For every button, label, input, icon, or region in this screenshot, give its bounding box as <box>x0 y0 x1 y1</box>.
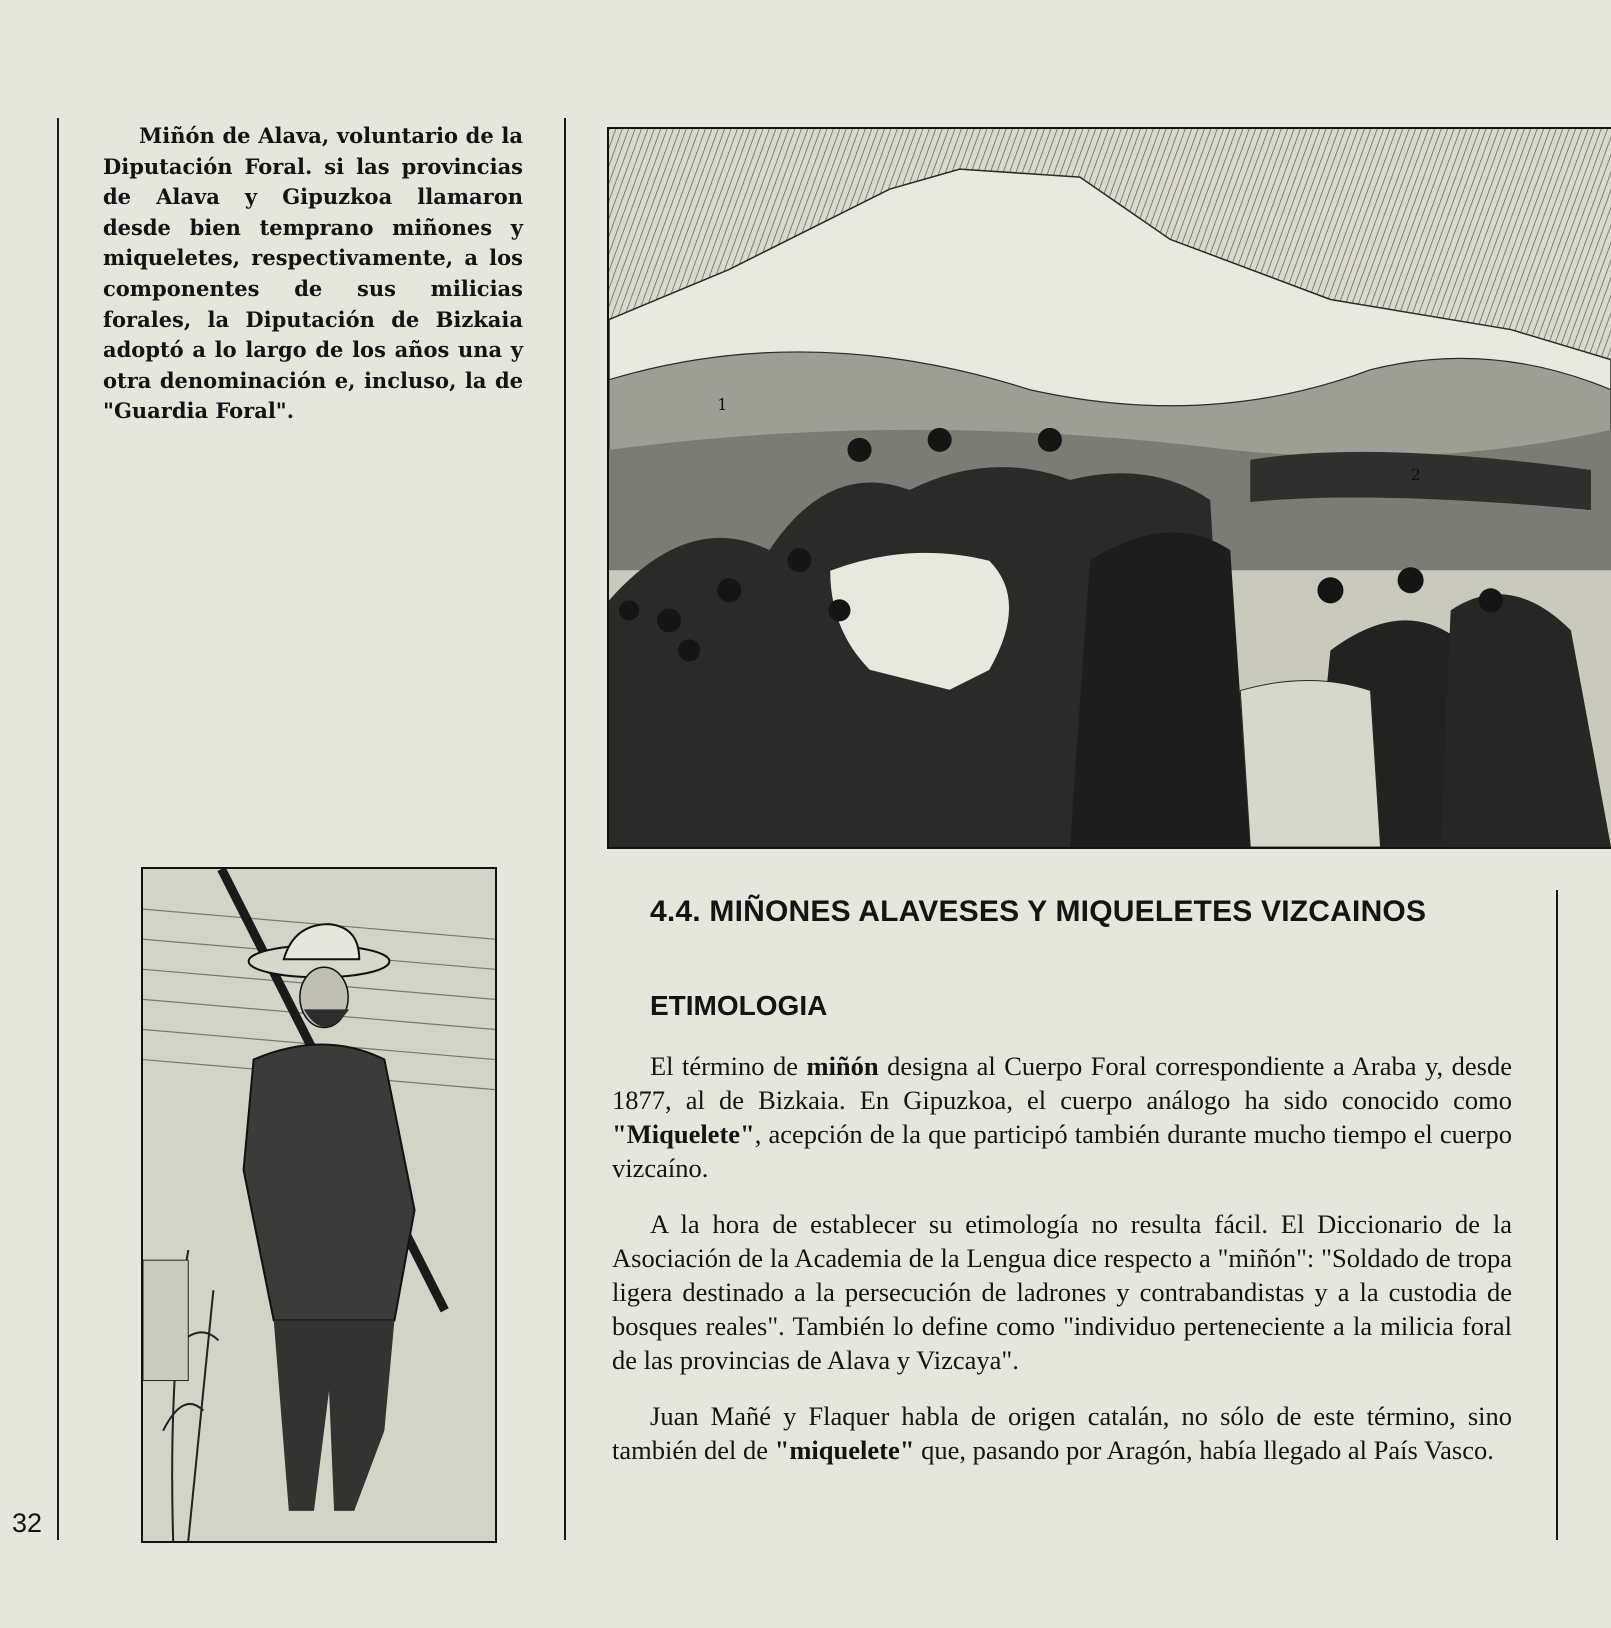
term-miquelete-lower: "miquelete" <box>774 1435 915 1465</box>
plate-mark-1: 1 <box>717 394 728 414</box>
body-text <box>612 1049 1512 1489</box>
engraving-miñon-soldier <box>141 867 497 1543</box>
paragraph-2: A la hora de establecer su etimología no resulta fácil. El Diccionario de la Asociación de la Academia de la Lengua dice respecto a "miñón": "Soldado de tropa ligera destinado a la persecución de ladrones y contrabandistas y a la custodia de bosques reales". También lo define como "individuo perteneciente a la milicia foral de las provincias de Alava y Vizcaya". <box>612 1209 1512 1375</box>
illustration-caption: Miñón de Alava, voluntario de la Diputación Foral. si las provincias de Alava y Gipuzkoa llamaron desde bien temprano miñones y miqueletes, respectivamente, a los componentes de sus milicias forales, la Diputación de Bizkaia adoptó a lo largo de los años una y otra denominación e, incluso, la de "Guardia Foral". <box>103 123 523 424</box>
paragraph-1-text-b: designa al Cuerpo Foral correspondiente a Araba y, desde 1877, al de Bizkaia. En Gipuzkoa, el cuerpo análogo ha sido conocido como <box>612 1051 1512 1115</box>
paragraph-1 <box>612 1049 1512 1185</box>
paragraph-1-text-c: , acepción de la que participó también durante mucho tiempo el cuerpo vizcaíno. <box>612 1119 1512 1183</box>
term-miquelete: "Miquelete" <box>612 1119 755 1149</box>
paragraph-3-text-a: Juan Mañé y Flaquer habla de origen catalán, no sólo de este término, sino también del de <box>612 1401 1512 1465</box>
paragraph-3 <box>612 1399 1512 1467</box>
section-title: 4.4. MIÑONES ALAVESES Y MIQUELETES VIZCAINOS <box>650 895 1427 928</box>
right-column-rule <box>1556 890 1558 1540</box>
left-column-rule <box>57 118 59 1540</box>
engraving-miñones-on-march <box>607 127 1611 849</box>
plate-mark-2: 2 <box>1410 464 1421 484</box>
paragraph-3-text-b: que, pasando por Aragón, había llegado al País Vasco. <box>914 1435 1494 1465</box>
center-column-rule <box>564 118 566 1540</box>
subsection-title: ETIMOLOGIA <box>650 990 828 1021</box>
page-number: 32 <box>12 1508 43 1538</box>
term-minon: miñón <box>806 1051 879 1081</box>
paragraph-1-text-a: El término de <box>650 1051 807 1081</box>
